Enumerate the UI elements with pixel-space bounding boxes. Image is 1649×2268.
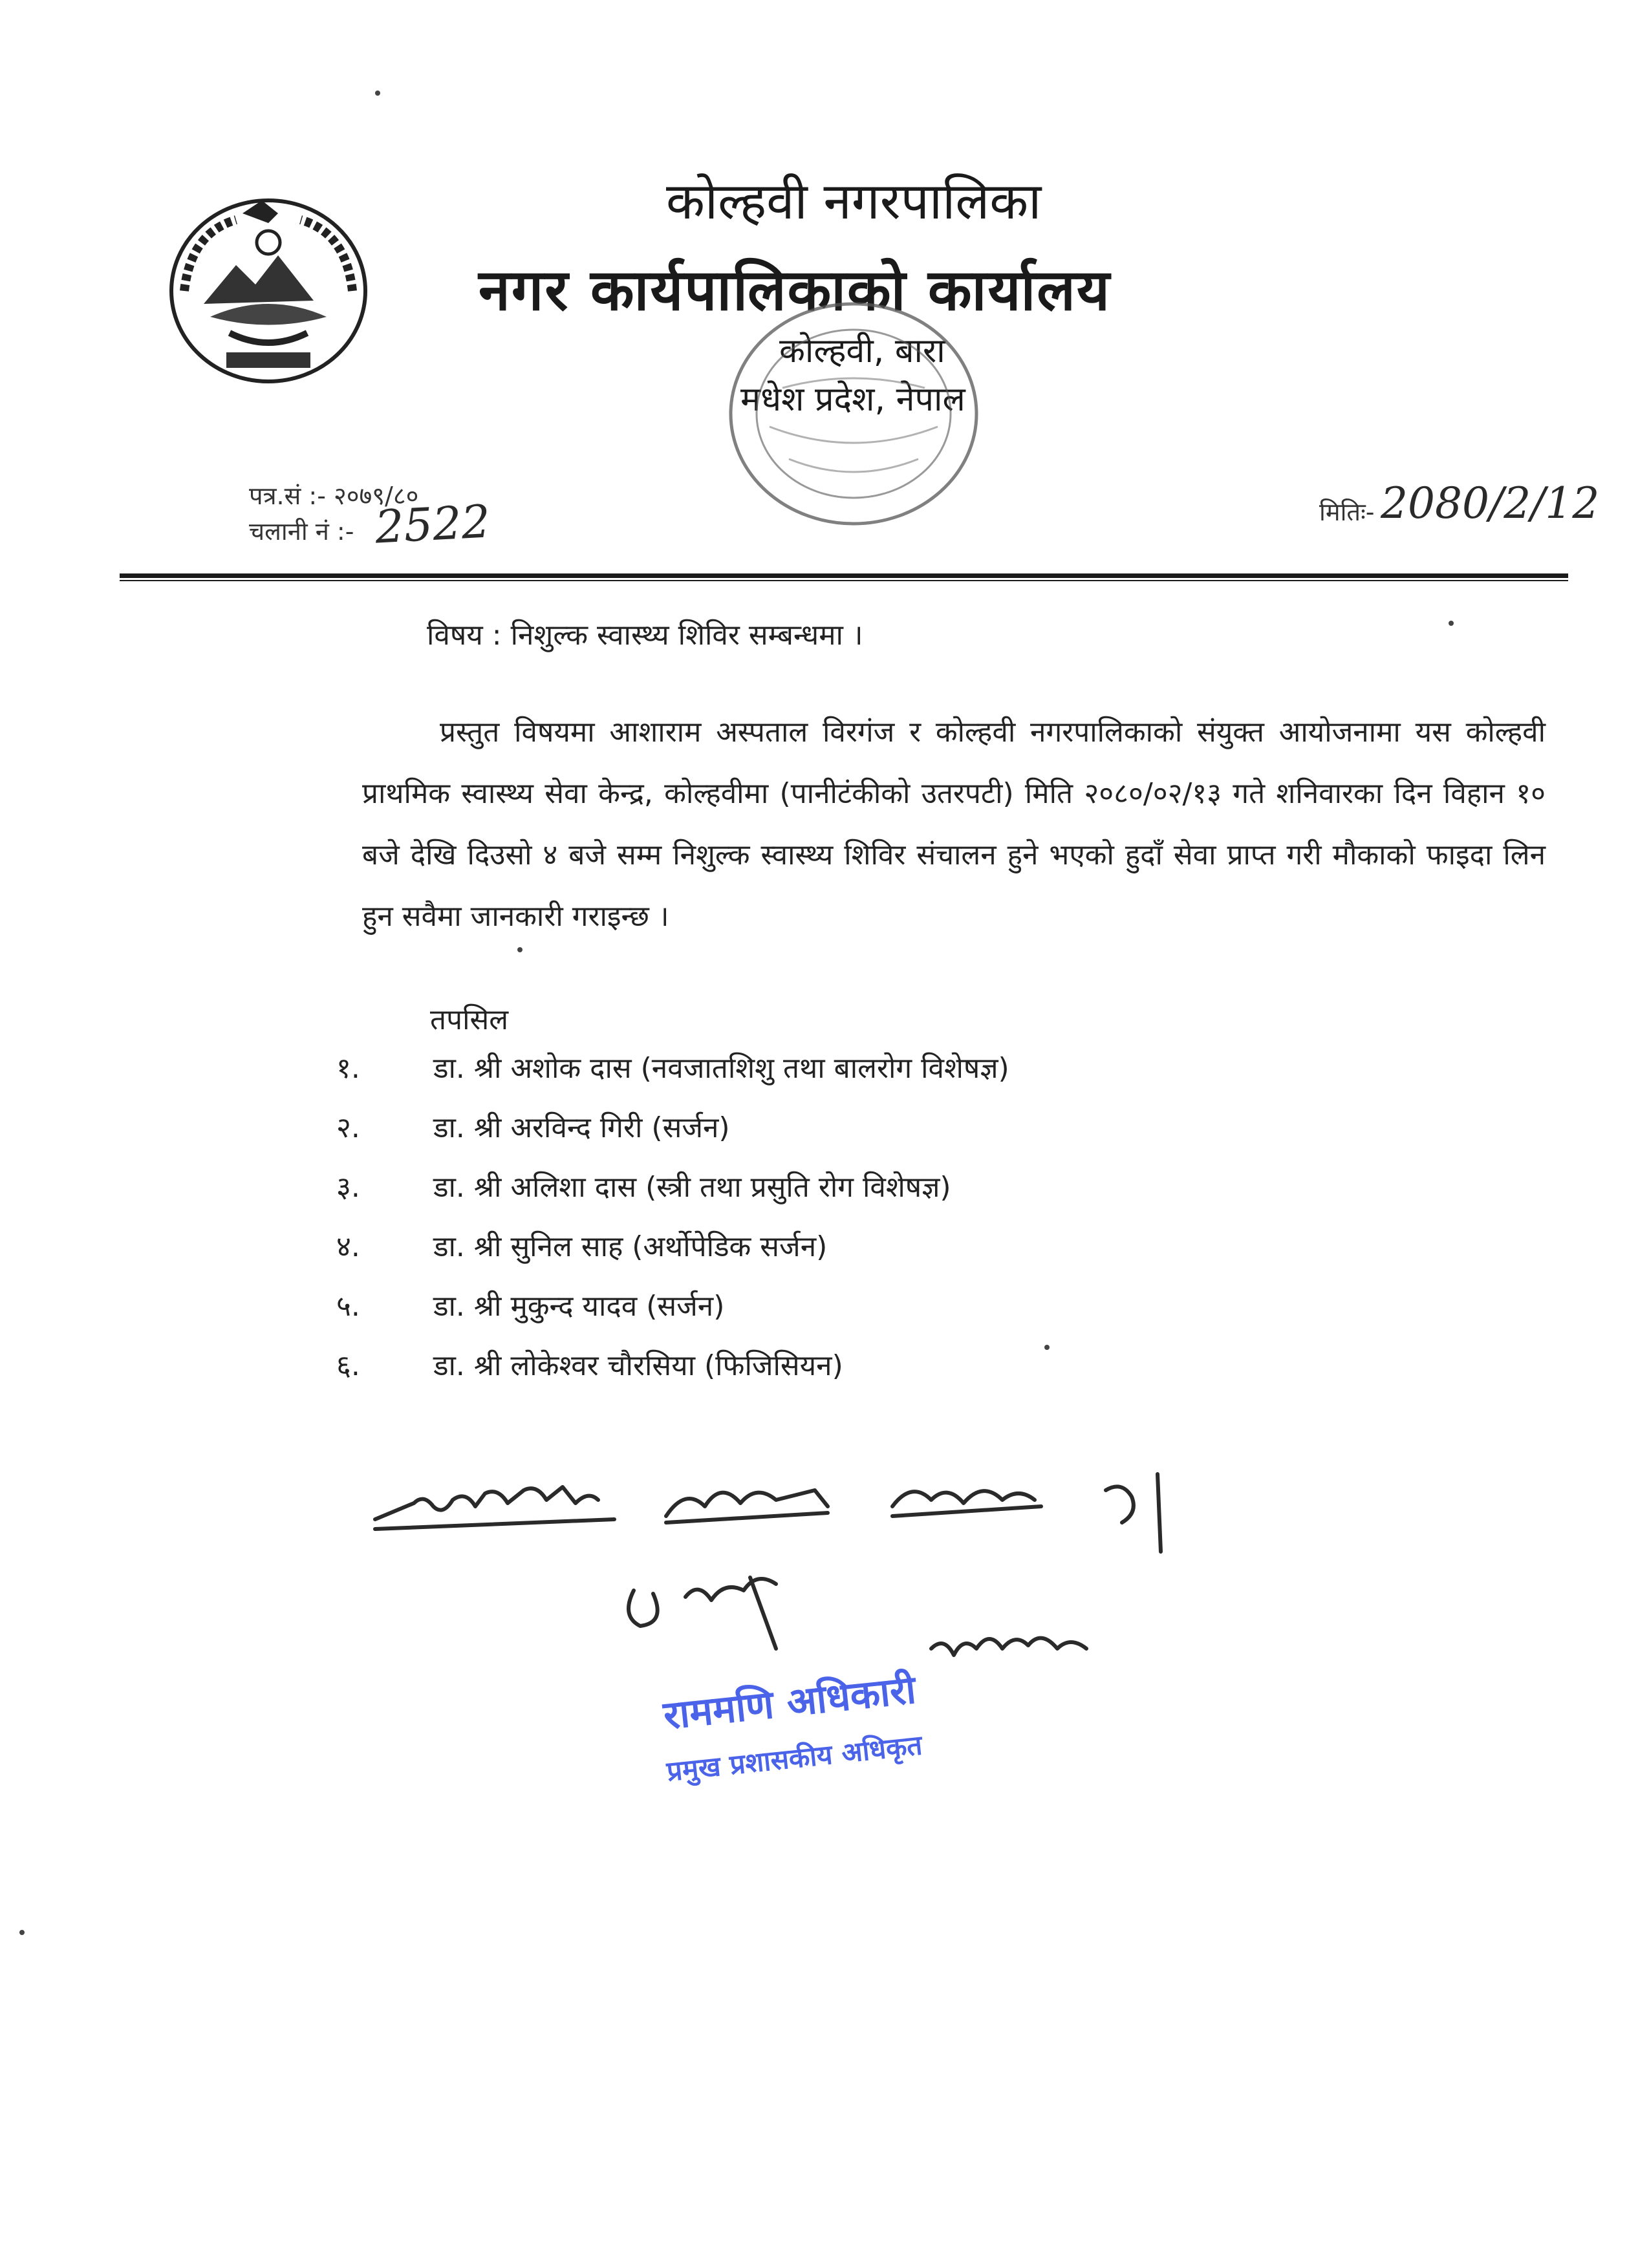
list-item-text: डा. श्री मुकुन्द यादव (सर्जन) xyxy=(433,1290,725,1323)
address-line-2: मधेश प्रदेश, नेपाल xyxy=(740,380,965,419)
list-item-text: डा. श्री अशोक दास (नवजातशिशु तथा बालरोग विशेषज्ञ) xyxy=(433,1052,1009,1085)
list-item-number: ४. xyxy=(336,1230,360,1263)
list-item-number: १. xyxy=(336,1052,360,1085)
office-name: नगर कार्यपालिकाको कार्यालय xyxy=(479,257,1111,323)
scan-speck xyxy=(375,91,380,96)
list-item-number: ५. xyxy=(336,1290,360,1323)
list-item-text: डा. श्री अरविन्द गिरी (सर्जन) xyxy=(433,1111,730,1144)
list-item-text: डा. श्री लोकेश्वर चौरसिया (फिजिसियन) xyxy=(433,1349,843,1382)
office-seal-stamp xyxy=(724,297,983,530)
scan-speck xyxy=(1449,621,1454,626)
header-divider xyxy=(120,573,1568,578)
dispatch-number: 2522 xyxy=(373,495,492,554)
scan-speck xyxy=(1044,1345,1050,1350)
municipality-name: कोल्हवी नगरपालिका xyxy=(666,173,1042,231)
scan-speck xyxy=(19,1930,25,1935)
signatory-name: राममणि अधिकारी xyxy=(661,1667,918,1739)
dispatch-label: चलानी नं :- xyxy=(249,517,354,546)
scan-speck xyxy=(517,947,523,952)
date-label: मितिः- xyxy=(1319,498,1375,526)
date-value: 2080/2/12 xyxy=(1381,478,1600,528)
list-item-text: डा. श्री सुनिल साह (अर्थोपेडिक सर्जन) xyxy=(433,1230,828,1263)
list-item-number: ३. xyxy=(336,1171,360,1204)
list-item-number: २. xyxy=(336,1111,360,1144)
reference-number: पत्र.सं :- २०७९/८० xyxy=(249,482,419,510)
body-paragraph: प्रस्तुत विषयमा आशाराम अस्पताल विरगंज र कोल्हवी नगरपालिकाको संयुक्त आयोजनामा यस कोल्हवी प्राथमिक स्वास्थ्य सेवा केन्द्र, कोल्हवीमा (पानीटंकीको उतरपटी) मिति २०८०/०२/१३ गते शनिवारका दिन विहान १० बजे देखि दिउसो ४ बजे सम्म निशुल्क स्वास्थ्य शिविर संचालन हुने भएको हुदाँ सेवा प्राप्त गरी मौकाको फाइदा लिन हुन सवैमा जानकारी गराइन्छ । xyxy=(362,716,1546,933)
signatory-title: प्रमुख प्रशासकीय अधिकृत xyxy=(665,1729,924,1788)
subject-line: विषय : निशुल्क स्वास्थ्य शिविर सम्बन्धमा । xyxy=(427,619,863,652)
header-divider-thin xyxy=(120,580,1568,581)
list-item-number: ६. xyxy=(336,1349,360,1382)
list-heading: तपसिल xyxy=(430,1003,509,1036)
nepal-emblem-icon xyxy=(165,194,372,388)
address-line-1: कोल्हवी, बारा xyxy=(779,332,945,370)
list-item-text: डा. श्री अलिशा दास (स्त्री तथा प्रसुति रोग विशेषज्ञ) xyxy=(433,1171,951,1204)
